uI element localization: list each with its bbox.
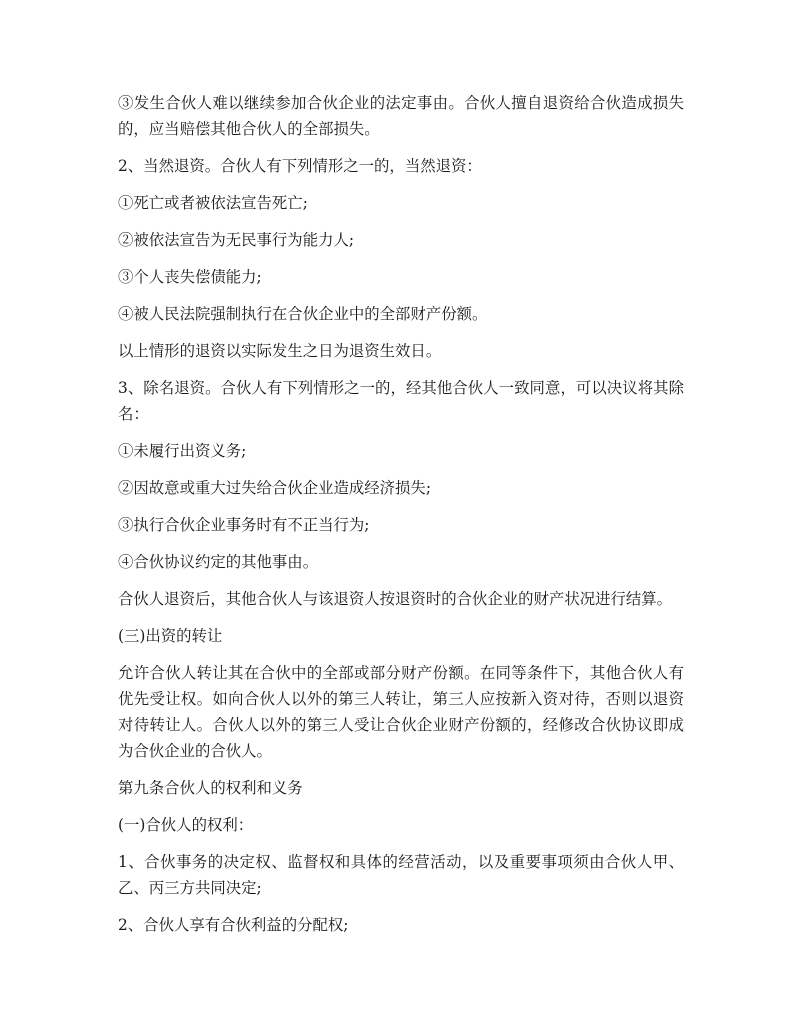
paragraph-clause-3-item-3: ③发生合伙人难以继续参加合伙企业的法定事由。合伙人擅自退资给合伙造成损失的，应当赔偿其他合伙人的全部损失。 (118, 94, 684, 138)
paragraph-auto-item-2: ②被依法宣告为无民事行为能力人; (118, 231, 355, 249)
article-heading-9: 第九条合伙人的权利和义务 (118, 779, 303, 797)
paragraph-automatic-withdrawal: 2、当然退资。合伙人有下列情形之一的，当然退资： (118, 157, 482, 175)
paragraph-auto-item-1: ①死亡或者被依法宣告死亡; (118, 194, 308, 212)
section-heading-transfer: (三)出资的转让 (118, 627, 223, 645)
paragraph-rights-item-1: 1、合伙事务的决定权、监督权和具体的经营活动，以及重要事项须由合伙人甲、乙、丙三方共同决定; (118, 853, 684, 897)
paragraph-auto-item-4: ④被人民法院强制执行在合伙企业中的全部财产份额。 (118, 305, 488, 323)
section-heading-rights: (一)合伙人的权利： (118, 816, 254, 834)
paragraph-expulsion-withdrawal: 3、除名退资。合伙人有下列情形之一的，经其他合伙人一致同意，可以决议将其除名： (118, 379, 684, 423)
paragraph-transfer-rules: 允许合伙人转让其在合伙中的全部或部分财产份额。在同等条件下，其他合伙人有优先受让权。如向合伙人以外的第三人转让，第三人应按新入资对待，否则以退资对待转让人。合伙人以外的第三人受让合伙企业财产份额的，经修改合伙协议即成为合伙企业的合伙人。 (118, 664, 684, 760)
paragraph-expel-item-3: ③执行合伙企业事务时有不正当行为; (118, 516, 370, 534)
document-page (118, 90, 684, 949)
paragraph-expel-item-4: ④合伙协议约定的其他事由。 (118, 553, 319, 571)
paragraph-expel-item-1: ①未履行出资义务; (118, 442, 247, 460)
paragraph-auto-item-3: ③个人丧失偿债能力; (118, 268, 262, 286)
paragraph-settlement: 合伙人退资后，其他合伙人与该退资人按退资时的合伙企业的财产状况进行结算。 (118, 590, 673, 608)
paragraph-expel-item-2: ②因故意或重大过失给合伙企业造成经济损失; (118, 479, 431, 497)
paragraph-rights-item-2: 2、合伙人享有合伙利益的分配权; (118, 916, 349, 934)
paragraph-effective-date: 以上情形的退资以实际发生之日为退资生效日。 (118, 342, 442, 360)
